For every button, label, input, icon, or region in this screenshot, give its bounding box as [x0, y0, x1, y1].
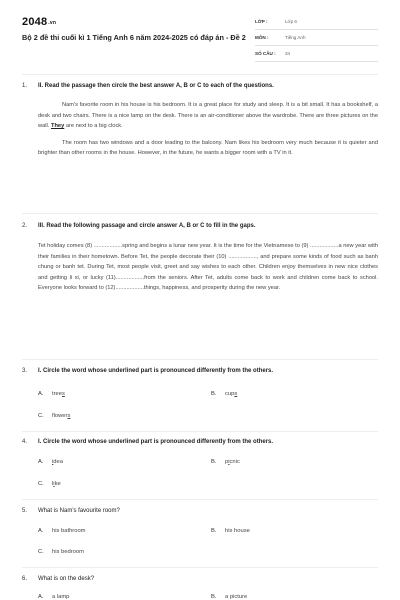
passage-paragraph: The room has two windows and a door leading to the balcony. Nam likes his bedroom very much because it is quieter and brighter than other rooms in the house. However, in the future, he wants a bigger room with a TV in it.	[38, 139, 378, 156]
underlined-part: s	[62, 391, 65, 397]
meta-row-class	[255, 14, 378, 30]
question-number: 5.	[22, 508, 28, 514]
divider	[22, 567, 378, 568]
underlined-part: s	[234, 391, 238, 397]
passage-paragraph: Tet holiday comes (8) ..................spring and begins a lunar new year. It is the time for the Vietnamese to (9) ..................a new year with their families in their hometown. Before Tet, the people decorate their (10) .................., and prepare some kinds of food such as banh chung or banh tet. During Tet, most people visit, greet and say wishes to each other. Children enjoy themselves in new nice clothes and getting li xi, or lucky (11)..................from the seniors. After Tet, adults come back to work and children come back to school. Everyone looks forward to (12)..................things, happiness, and prosperity during the new year.	[38, 243, 378, 291]
question-prompt: What is on the desk?	[38, 576, 95, 582]
gap-fill-passage	[38, 241, 378, 300]
divider	[22, 359, 378, 360]
divider	[22, 431, 378, 432]
answer-option-b[interactable]: B. picnic	[211, 459, 240, 465]
document-title: Bộ 2 đề thi cuối kì 1 Tiếng Anh 6 năm 2024-2025 có đáp án - Đề 2	[22, 33, 246, 42]
meta-value: 34	[285, 51, 291, 56]
answer-option-c[interactable]: C. his bedroom	[38, 549, 84, 555]
underlined-part: i	[53, 481, 55, 487]
meta-label: SỐ CÂU :	[255, 51, 276, 56]
meta-label: LỚP :	[255, 19, 268, 24]
answer-option-b[interactable]: B. a picture	[211, 594, 248, 600]
divider	[22, 74, 378, 75]
meta-row-subject	[255, 30, 378, 46]
answer-option-b[interactable]: B. his house	[211, 528, 250, 534]
question-prompt: I. Circle the word whose underlined part is pronounced differently from the others.	[38, 439, 274, 445]
logo-main: 2048	[22, 16, 48, 28]
underlined-part: s	[67, 413, 71, 419]
question-prompt: What is Nam's favourite room?	[38, 508, 120, 514]
reading-passage	[38, 100, 378, 165]
answer-option-a[interactable]: A. idea	[38, 459, 63, 465]
meta-row-count	[255, 46, 378, 62]
answer-option-b[interactable]: B. cups	[211, 391, 238, 397]
exam-meta	[255, 14, 378, 62]
answer-option-a[interactable]: A. a lamp	[38, 594, 70, 600]
meta-value: Tiếng Anh	[285, 35, 306, 40]
answer-option-a[interactable]: A. his bathroom	[38, 528, 86, 534]
question-prompt: I. Circle the word whose underlined part is pronounced differently from the others.	[38, 368, 274, 374]
logo-suffix: .vn	[48, 20, 57, 26]
underlined-part: i	[52, 459, 54, 465]
meta-value: Lớp 6	[285, 19, 297, 24]
answer-option-c[interactable]: C. like	[38, 481, 61, 487]
answer-option-a[interactable]: A. trees	[38, 391, 65, 397]
underlined-part: i	[228, 459, 230, 465]
question-number: 6.	[22, 576, 28, 582]
divider	[22, 499, 378, 500]
answer-option-c[interactable]: C. flowers	[38, 413, 71, 419]
question-prompt: III. Read the following passage and circle answer A, B or C to fill in the gaps.	[38, 223, 256, 229]
underlined-word: They	[50, 123, 65, 129]
page-header	[0, 0, 400, 62]
question-prompt: II. Read the passage then circle the best answer A, B or C to each of the questions.	[38, 83, 274, 89]
question-number: 2.	[22, 223, 28, 229]
question-number: 4.	[22, 439, 28, 445]
passage-paragraph: Nam's favorite room in his house is his bedroom. It is a great place for study and sleep. It is a bit small. It has a bookshelf, a desk and two chairs. There is a nice lamp on the desk. There is an air-conditioner above the wardrobe. There are three pictures on the wall. They are next to a big clock.	[38, 102, 378, 129]
meta-label: MÔN :	[255, 35, 269, 40]
question-number: 1.	[22, 83, 28, 89]
site-logo[interactable]	[22, 16, 56, 28]
divider	[22, 213, 378, 214]
question-number: 3.	[22, 368, 28, 374]
